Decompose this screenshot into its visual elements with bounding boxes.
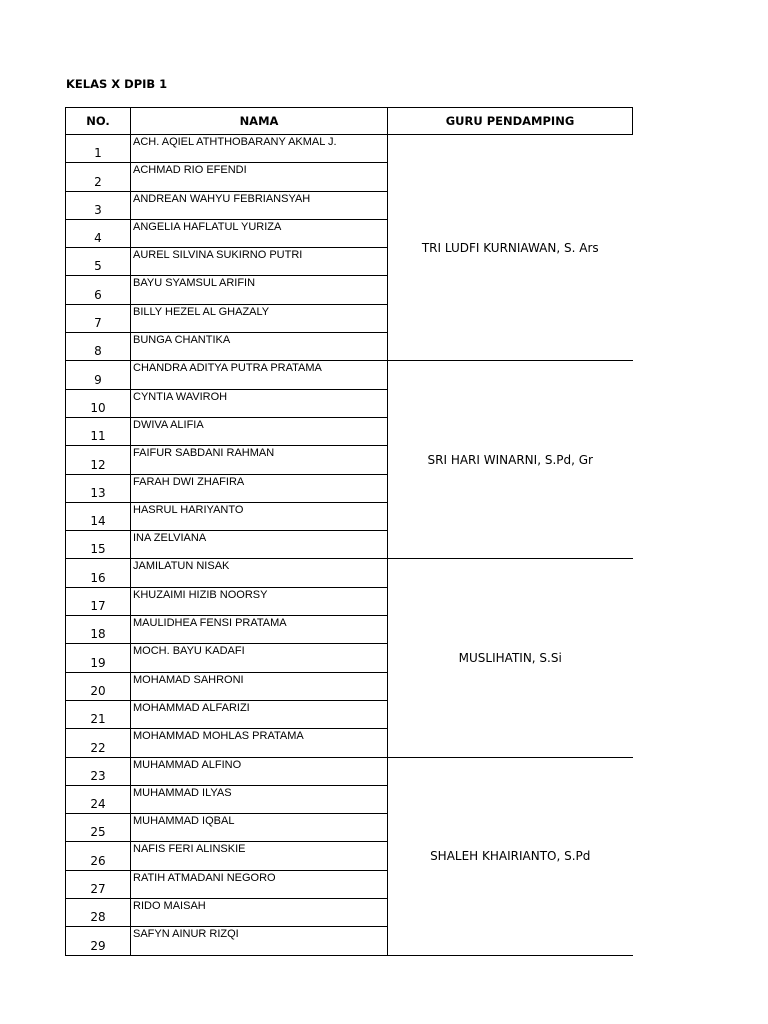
row-number: 10 bbox=[90, 400, 106, 415]
student-name-cell bbox=[131, 389, 388, 417]
student-name-cell bbox=[131, 417, 388, 445]
row-number: 15 bbox=[90, 542, 106, 557]
row-number-cell bbox=[66, 870, 131, 898]
column-header-no: NO. bbox=[66, 108, 131, 135]
row-number: 8 bbox=[94, 344, 102, 359]
table-row bbox=[66, 559, 633, 587]
student-name: RIDO MAISAH bbox=[133, 900, 206, 913]
row-number-cell bbox=[66, 616, 131, 644]
row-number: 22 bbox=[90, 740, 106, 755]
student-name-cell bbox=[131, 870, 388, 898]
row-number: 6 bbox=[94, 287, 102, 302]
row-number-cell bbox=[66, 361, 131, 389]
student-name: JAMILATUN NISAK bbox=[133, 560, 230, 573]
student-name-cell bbox=[131, 502, 388, 530]
row-number-cell bbox=[66, 219, 131, 247]
table-row bbox=[66, 757, 633, 785]
row-number: 2 bbox=[94, 174, 102, 189]
student-name-cell bbox=[131, 248, 388, 276]
row-number-cell bbox=[66, 531, 131, 559]
student-name: SAFYN AINUR RIZQI bbox=[133, 928, 239, 941]
row-number: 28 bbox=[90, 910, 106, 925]
student-name-cell bbox=[131, 191, 388, 219]
student-name-cell bbox=[131, 842, 388, 870]
student-name: DWIVA ALIFIA bbox=[133, 418, 204, 431]
student-name-cell bbox=[131, 672, 388, 700]
row-number: 7 bbox=[94, 316, 102, 331]
student-name: FARAH DWI ZHAFIRA bbox=[133, 475, 245, 488]
row-number: 21 bbox=[90, 712, 106, 727]
row-number: 24 bbox=[90, 797, 106, 812]
guru-pendamping-cell bbox=[388, 757, 633, 955]
row-number-cell bbox=[66, 474, 131, 502]
student-name-cell bbox=[131, 927, 388, 955]
row-number-cell bbox=[66, 700, 131, 728]
student-name-cell bbox=[131, 644, 388, 672]
student-name: KHUZAIMI HIZIB NOORSY bbox=[133, 588, 268, 601]
student-name: ACH. AQIEL ATHTHOBARANY AKMAL J. bbox=[133, 136, 337, 148]
student-name-cell bbox=[131, 587, 388, 615]
guru-pendamping-cell bbox=[388, 135, 633, 361]
row-number: 27 bbox=[90, 882, 106, 897]
row-number: 11 bbox=[90, 429, 106, 444]
row-number-cell bbox=[66, 672, 131, 700]
student-name: AUREL SILVINA SUKIRNO PUTRI bbox=[133, 249, 303, 262]
student-name-cell bbox=[131, 163, 388, 191]
student-name: INA ZELVIANA bbox=[133, 532, 207, 545]
student-name-cell bbox=[131, 700, 388, 728]
student-name: MOHAMMAD MOHLAS PRATAMA bbox=[133, 730, 304, 743]
student-name-cell bbox=[131, 785, 388, 813]
document-title: KELAS X DPIB 1 bbox=[66, 77, 168, 91]
row-number-cell bbox=[66, 842, 131, 870]
row-number-cell bbox=[66, 814, 131, 842]
student-name: MUHAMMAD IQBAL bbox=[133, 815, 235, 828]
row-number-cell bbox=[66, 785, 131, 813]
table-row bbox=[66, 135, 633, 163]
row-number-cell bbox=[66, 248, 131, 276]
row-number-cell bbox=[66, 304, 131, 332]
column-header-nama: NAMA bbox=[131, 108, 388, 135]
student-name-cell bbox=[131, 135, 388, 163]
class-roster-table bbox=[65, 107, 633, 956]
student-name-cell bbox=[131, 474, 388, 502]
row-number: 18 bbox=[90, 627, 106, 642]
row-number: 23 bbox=[90, 768, 106, 783]
row-number-cell bbox=[66, 729, 131, 757]
student-name: ACHMAD RIO EFENDI bbox=[133, 164, 247, 177]
row-number: 26 bbox=[90, 853, 106, 868]
row-number-cell bbox=[66, 559, 131, 587]
student-name-cell bbox=[131, 276, 388, 304]
student-name: MOHAMAD SAHRONI bbox=[133, 673, 244, 686]
row-number: 3 bbox=[94, 202, 102, 217]
row-number: 13 bbox=[90, 485, 106, 500]
row-number: 16 bbox=[90, 570, 106, 585]
guru-pendamping-cell bbox=[388, 361, 633, 559]
student-name-cell bbox=[131, 531, 388, 559]
guru-pendamping-cell bbox=[388, 559, 633, 757]
row-number: 25 bbox=[90, 825, 106, 840]
student-name: BUNGA CHANTIKA bbox=[133, 334, 231, 347]
column-header-guru: GURU PENDAMPING bbox=[388, 108, 633, 135]
student-name: NAFIS FERI ALINSKIE bbox=[133, 843, 246, 856]
row-number-cell bbox=[66, 276, 131, 304]
guru-name: MUSLIHATIN, S.Si bbox=[458, 650, 562, 665]
student-name: FAIFUR SABDANI RAHMAN bbox=[133, 447, 275, 460]
student-name: CHANDRA ADITYA PUTRA PRATAMA bbox=[133, 362, 322, 375]
student-name: MUHAMMAD ILYAS bbox=[133, 786, 232, 799]
student-name: BILLY HEZEL AL GHAZALY bbox=[133, 305, 270, 318]
row-number-cell bbox=[66, 417, 131, 445]
row-number-cell bbox=[66, 502, 131, 530]
student-name: ANDREAN WAHYU FEBRIANSYAH bbox=[133, 192, 311, 205]
student-name-cell bbox=[131, 757, 388, 785]
row-number: 1 bbox=[94, 146, 102, 161]
row-number: 17 bbox=[90, 599, 106, 614]
row-number: 12 bbox=[90, 457, 106, 472]
guru-name: SHALEH KHAIRIANTO, S.Pd bbox=[430, 849, 591, 864]
student-name: CYNTIA WAVIROH bbox=[133, 390, 228, 403]
student-name: HASRUL HARIYANTO bbox=[133, 503, 244, 516]
row-number-cell bbox=[66, 135, 131, 163]
student-name-cell bbox=[131, 616, 388, 644]
row-number-cell bbox=[66, 927, 131, 955]
row-number-cell bbox=[66, 587, 131, 615]
row-number-cell bbox=[66, 899, 131, 927]
student-name-cell bbox=[131, 446, 388, 474]
row-number: 19 bbox=[90, 655, 106, 670]
guru-name: TRI LUDFI KURNIAWAN, S. Ars bbox=[421, 240, 599, 255]
student-name: BAYU SYAMSUL ARIFIN bbox=[133, 277, 256, 290]
student-name-cell bbox=[131, 304, 388, 332]
row-number-cell bbox=[66, 191, 131, 219]
student-name: MOCH. BAYU KADAFI bbox=[133, 645, 245, 658]
student-name: MAULIDHEA FENSI PRATAMA bbox=[133, 617, 287, 630]
student-name: MUHAMMAD ALFINO bbox=[133, 758, 242, 771]
row-number-cell bbox=[66, 333, 131, 361]
table-row bbox=[66, 361, 633, 389]
student-name: ANGELIA HAFLATUL YURIZA bbox=[133, 220, 282, 233]
student-name-cell bbox=[131, 729, 388, 757]
student-name-cell bbox=[131, 333, 388, 361]
row-number: 9 bbox=[94, 372, 102, 387]
row-number: 5 bbox=[94, 259, 102, 274]
student-name-cell bbox=[131, 559, 388, 587]
guru-name: SRI HARI WINARNI, S.Pd, Gr bbox=[427, 452, 593, 467]
row-number-cell bbox=[66, 757, 131, 785]
row-number-cell bbox=[66, 446, 131, 474]
row-number-cell bbox=[66, 644, 131, 672]
student-name: RATIH ATMADANI NEGORO bbox=[133, 871, 276, 884]
student-name-cell bbox=[131, 814, 388, 842]
student-name-cell bbox=[131, 361, 388, 389]
row-number: 29 bbox=[90, 938, 106, 953]
row-number: 14 bbox=[90, 514, 106, 529]
table-header-row bbox=[66, 108, 633, 135]
student-name: MOHAMMAD ALFARIZI bbox=[133, 701, 250, 714]
row-number-cell bbox=[66, 163, 131, 191]
row-number: 4 bbox=[94, 231, 102, 246]
row-number-cell bbox=[66, 389, 131, 417]
row-number: 20 bbox=[90, 683, 106, 698]
student-name-cell bbox=[131, 899, 388, 927]
student-name-cell bbox=[131, 219, 388, 247]
